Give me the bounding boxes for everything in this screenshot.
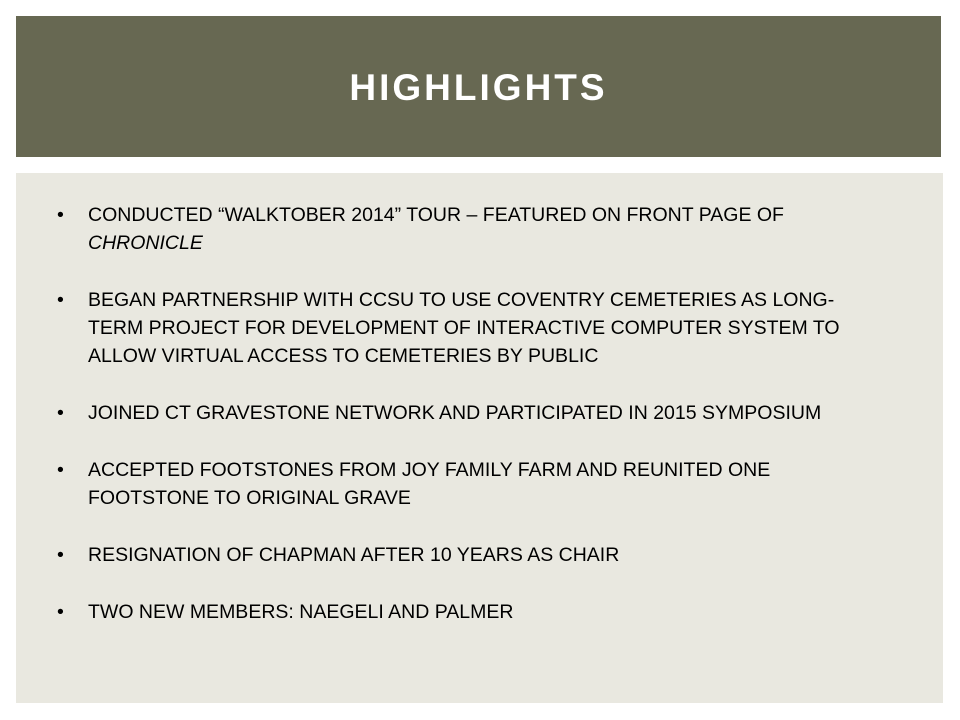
bullet-item: [56, 201, 886, 257]
bullet-item: [56, 286, 886, 370]
bullet-text: TWO NEW MEMBERS: NAEGELI AND PALMER: [88, 601, 514, 623]
bullet-icon: •: [57, 289, 64, 311]
bullet-text: CONDUCTED “WALKTOBER 2014” TOUR – FEATURED ON FRONT PAGE OF: [88, 204, 784, 226]
bullet-text: JOINED CT GRAVESTONE NETWORK AND PARTICIPATED IN 2015 SYMPOSIUM: [88, 402, 822, 424]
bullet-emphasis-text: CHRONICLE: [88, 232, 203, 254]
bullet-text: ACCEPTED FOOTSTONES FROM JOY FAMILY FARM AND REUNITED ONE FOOTSTONE TO ORIGINAL GRAVE: [88, 459, 771, 509]
bullet-icon: •: [57, 601, 64, 623]
bullet-item: [56, 598, 886, 626]
bullet-item: [56, 456, 886, 512]
title-band: [16, 16, 941, 157]
bullet-item: [56, 541, 886, 569]
slide-title: HIGHLIGHTS: [349, 66, 608, 108]
content-panel: [16, 173, 943, 703]
bullet-icon: •: [57, 204, 64, 226]
bullet-icon: •: [57, 544, 64, 566]
bullet-item: [56, 399, 886, 427]
bullet-icon: •: [57, 402, 64, 424]
bullet-icon: •: [57, 459, 64, 481]
bullet-list: [56, 201, 886, 655]
bullet-text: BEGAN PARTNERSHIP WITH CCSU TO USE COVENTRY CEMETERIES AS LONG-TERM PROJECT FOR DEVELOPMENT OF INTERACTIVE COMPUTER SYSTEM TO ALLOW VIRTUAL ACCESS TO CEMETERIES BY PUBLIC: [88, 289, 840, 367]
bullet-text: RESIGNATION OF CHAPMAN AFTER 10 YEARS AS CHAIR: [88, 544, 620, 566]
